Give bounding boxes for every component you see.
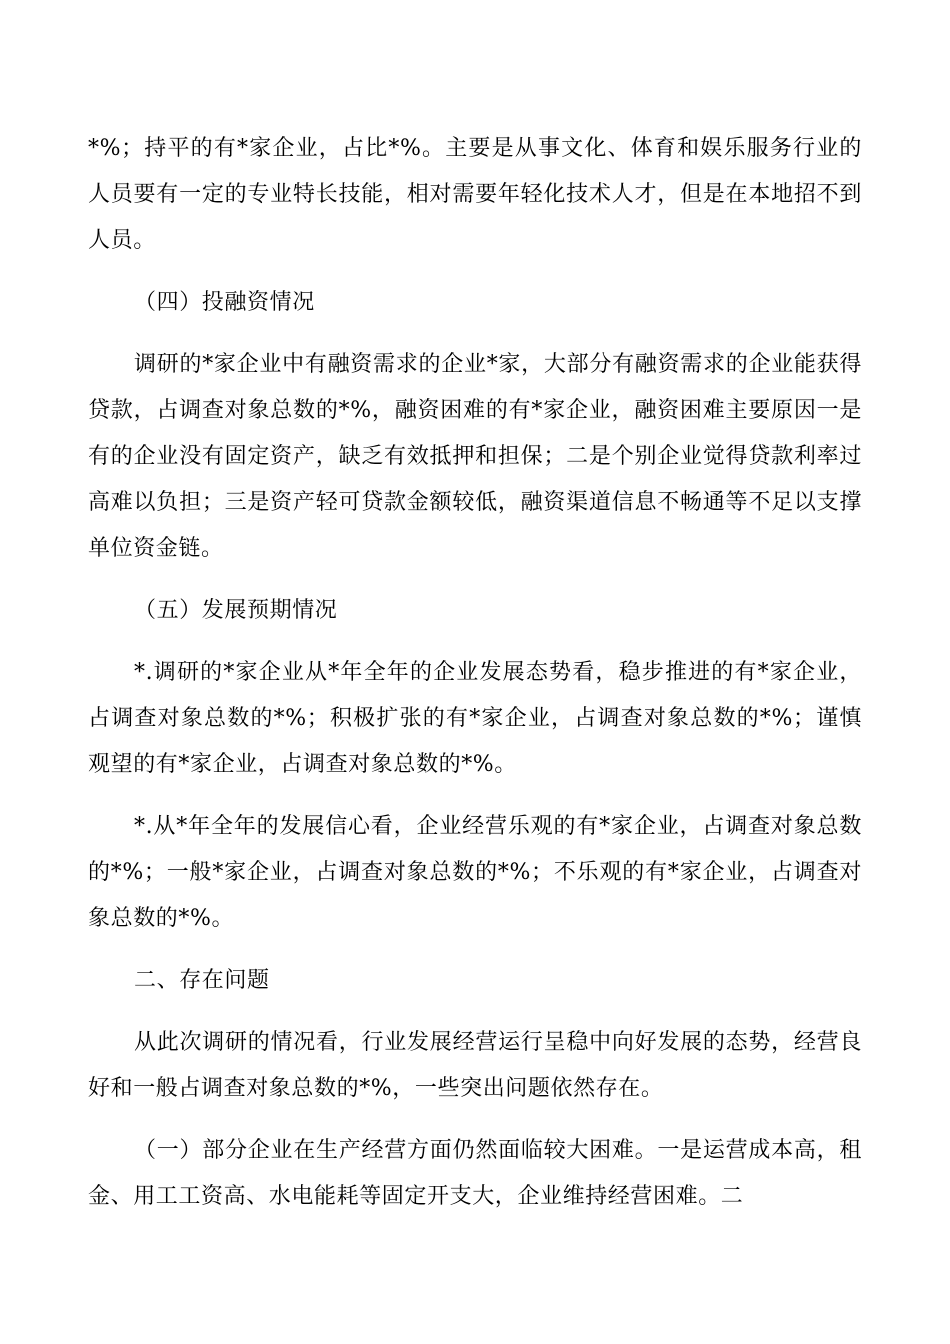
spacer [88, 572, 862, 588]
paragraph-continuation: *%；持平的有*家企业，占比*%。主要是从事文化、体育和娱乐服务行业的人员要有一定的专业特长技能，相对需要年轻化技术人才，但是在本地招不到人员。 [88, 136, 862, 253]
paragraph-problem-one: （一）部分企业在生产经营方面仍然面临较大困难。一是运营成本高，租金、用工工资高、水电能耗等固定开支大，企业维持经营困难。二 [88, 1138, 862, 1209]
section-heading-problems: 二、存在问题 [134, 968, 270, 993]
document-body [88, 126, 862, 1220]
spacer [88, 1112, 862, 1128]
section-heading-financing: （四）投融资情况 [134, 290, 315, 315]
paragraph-problems-summary: 从此次调研的情况看，行业发展经营运行呈稳中向好发展的态势，经营良好和一般占调查对象总数的*%，一些突出问题依然存在。 [88, 1030, 862, 1101]
section-heading-outlook: （五）发展预期情况 [134, 598, 338, 623]
paragraph-outlook-trend: *.调研的*家企业从*年全年的企业发展态势看，稳步推进的有*家企业，占调查对象总数的*%；积极扩张的有*家企业，占调查对象总数的*%；谨慎观望的有*家企业，占调查对象总数的*%。 [88, 660, 862, 777]
spacer [88, 1004, 862, 1020]
paragraph-financing: 调研的*家企业中有融资需求的企业*家，大部分有融资需求的企业能获得贷款，占调查对象总数的*%，融资困难的有*家企业，融资困难主要原因一是有的企业没有固定资产，缺乏有效抵押和担保；二是个别企业觉得贷款利率过高难以负担；三是资产轻可贷款金额较低，融资渠道信息不畅通等不足以支撑单位资金链。 [88, 352, 862, 561]
spacer [88, 326, 862, 342]
spacer [88, 788, 862, 804]
paragraph-outlook-confidence: *.从*年全年的发展信心看，企业经营乐观的有*家企业，占调查对象总数的*%；一般*家企业，占调查对象总数的*%；不乐观的有*家企业，占调查对象总数的*%。 [88, 814, 862, 931]
spacer [88, 634, 862, 650]
spacer [88, 264, 862, 280]
spacer [88, 942, 862, 958]
